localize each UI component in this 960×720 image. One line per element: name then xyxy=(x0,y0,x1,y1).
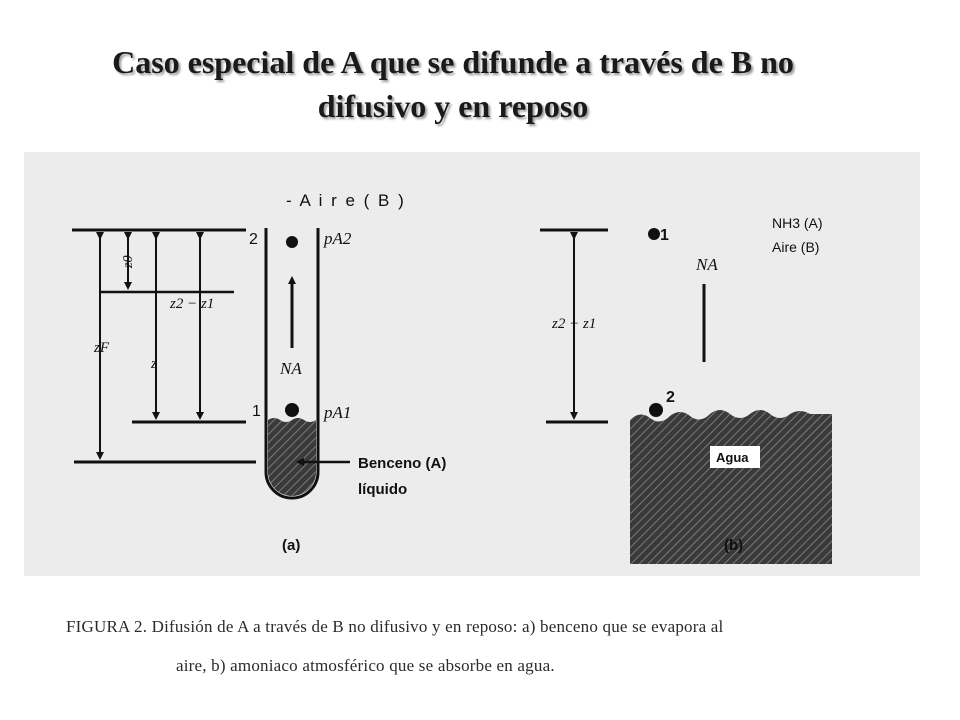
label-panel-b: (b) xyxy=(724,537,744,554)
gas-label: - A i r e ( B ) xyxy=(286,191,406,210)
label-water: Agua xyxy=(716,450,749,465)
label-z2-z1-b: z2 − z1 xyxy=(552,316,597,332)
label-benzene: Benceno (A) xyxy=(358,455,447,472)
point-b-2 xyxy=(649,403,663,417)
panel-a xyxy=(72,191,446,554)
label-point-1: 1 xyxy=(252,403,261,420)
title-line-1: Caso especial de A que se difunde a través de B no xyxy=(112,44,794,80)
figure-drawing xyxy=(24,152,920,576)
label-b-point-1: 1 xyxy=(660,227,669,244)
page-title xyxy=(0,40,906,128)
point-b-1 xyxy=(648,228,660,240)
label-b-point-2: 2 xyxy=(666,389,675,406)
label-z: z xyxy=(151,356,157,372)
diffusion-figure xyxy=(24,152,920,576)
point-2 xyxy=(286,236,298,248)
point-1 xyxy=(285,403,299,417)
label-z2-z1-a: z2 − z1 xyxy=(170,296,215,312)
label-z0: z0 xyxy=(121,255,136,268)
label-flux-b: NA xyxy=(696,255,718,274)
panel-b xyxy=(540,215,832,564)
title-line-2: difusivo y en reposo xyxy=(317,88,589,124)
label-pA1: pA1 xyxy=(324,403,352,422)
figure-caption-line-1: FIGURA 2. Difusión de A a través de B no difusivo y en reposo: a) benceno que se evapora al xyxy=(66,617,724,636)
label-panel-a: (a) xyxy=(282,537,301,554)
label-liquid: líquido xyxy=(358,481,408,498)
label-air-b: Aire (B) xyxy=(772,239,820,255)
label-nh3: NH3 (A) xyxy=(772,215,823,231)
figure-caption-line-2: aire, b) amoniaco atmosférico que se absorbe en agua. xyxy=(176,656,555,675)
label-zF: zF xyxy=(94,340,109,356)
label-pA2: pA2 xyxy=(324,229,352,248)
label-point-2: 2 xyxy=(249,231,258,248)
label-flux-a: NA xyxy=(280,359,302,378)
benzene-liquid xyxy=(268,418,316,496)
